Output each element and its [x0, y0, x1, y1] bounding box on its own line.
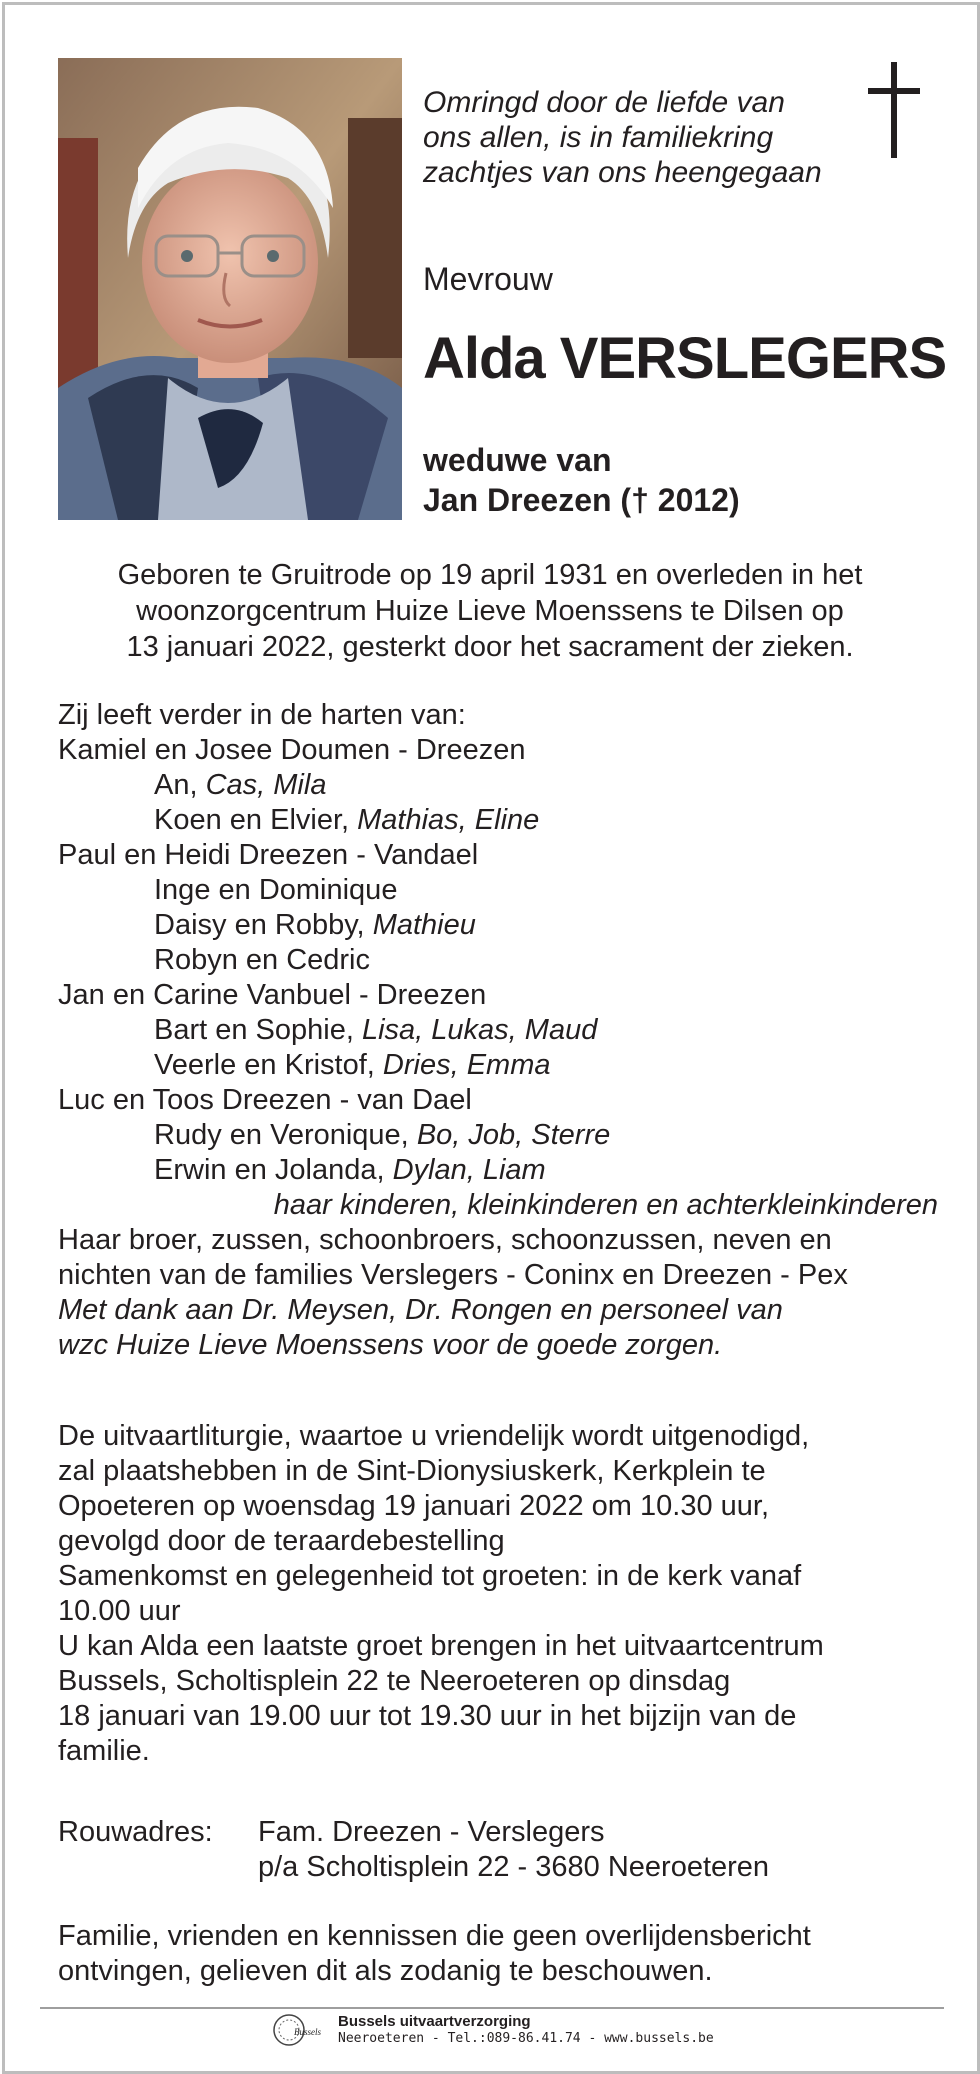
grandchildren-line [58, 943, 938, 978]
grandchildren-line [58, 1048, 938, 1083]
born-line: Geboren te Gruitrode op 19 april 1931 en overleden in het [117, 559, 863, 591]
mourning-address [58, 1815, 938, 1885]
family-intro: Zij leeft verder in de harten van: [58, 699, 466, 731]
family-names: Daisy en Robby, [154, 909, 373, 941]
grandchildren-names: Dylan, Liam [392, 1154, 546, 1186]
closing-line: Familie, vrienden en kennissen die geen overlijdensbericht [58, 1920, 811, 1952]
intro-line: ons allen, is in familiekring [423, 121, 774, 154]
funeral-line: De uitvaartliturgie, waartoe u vriendelijk wordt uitgenodigd, [58, 1420, 810, 1452]
siblings-line: Haar broer, zussen, schoonbroers, schoonzussen, neven en [58, 1224, 832, 1256]
widow-line: weduwe van [423, 442, 612, 478]
family-names: Luc en Toos Dreezen - van Dael [58, 1084, 472, 1116]
grandchildren-names: Cas, Mila [205, 769, 327, 801]
family-names: Bart en Sophie, [154, 1014, 362, 1046]
family-names: Rudy en Veronique, [154, 1119, 417, 1151]
grandchildren-line [58, 1153, 938, 1188]
honorific: Mevrouw [423, 261, 553, 297]
portrait-photo [58, 58, 402, 520]
family-names: Jan en Carine Vanbuel - Dreezen [58, 979, 487, 1011]
grandchildren-names: Lisa, Lukas, Maud [361, 1014, 598, 1046]
funeral-line: Opoeteren op woensdag 19 januari 2022 om 10.30 uur, [58, 1490, 770, 1522]
child-family-line [58, 978, 938, 1013]
grandchildren-names: Mathieu [372, 909, 476, 941]
cross-icon [868, 62, 920, 158]
address-line: Fam. Dreezen - Verslegers [258, 1816, 605, 1848]
family-summary [58, 1188, 938, 1223]
funeral-line: 10.00 uur [58, 1595, 181, 1627]
address-label: Rouwadres: [58, 1816, 213, 1848]
widow-line: Jan Dreezen († 2012) [423, 482, 740, 518]
child-family-line [58, 838, 938, 873]
funeral-line: 18 januari van 19.00 uur tot 19.30 uur in het bijzijn van de [58, 1700, 797, 1732]
intro-line: Omringd door de liefde van [423, 86, 785, 119]
thanks-line [58, 1293, 938, 1328]
family-names: Erwin en Jolanda, [154, 1154, 393, 1186]
funeral-line: Bussels, Scholtisplein 22 te Neeroeteren op dinsdag [58, 1665, 731, 1697]
family-names: Robyn en Cedric [154, 944, 370, 976]
child-family-line [58, 1083, 938, 1118]
grandchildren-line [58, 768, 938, 803]
funeral-line: zal plaatshebben in de Sint-Dionysiuskerk, Kerkplein te [58, 1455, 766, 1487]
closing-note [58, 1919, 938, 1989]
intro-text [423, 85, 822, 190]
family-names: Inge en Dominique [154, 874, 398, 906]
birth-death-paragraph [58, 557, 922, 665]
deceased-name: Alda VERSLEGERS [423, 326, 947, 391]
family-names: Paul en Heidi Dreezen - Vandael [58, 839, 479, 871]
footer [272, 2011, 752, 2051]
grandchildren-line [58, 873, 938, 908]
closing-line: ontvingen, gelieven dit als zodanig te beschouwen. [58, 1955, 713, 1987]
grandchildren-names: Bo, Job, Sterre [416, 1119, 611, 1151]
funeral-line: Samenkomst en gelegenheid tot groeten: in de kerk vanaf [58, 1560, 802, 1592]
family-names: An, [154, 769, 206, 801]
child-family-line [58, 733, 938, 768]
funeral-line: U kan Alda een laatste groet brengen in het uitvaartcentrum [58, 1630, 824, 1662]
widow-of [423, 440, 740, 520]
intro-line: zachtjes van ons heengegaan [423, 156, 822, 189]
siblings-line: nichten van de families Verslegers - Coninx en Dreezen - Pex [58, 1259, 848, 1291]
thanks-line [58, 1328, 938, 1363]
family-section [58, 698, 938, 1363]
family-summary-text: haar kinderen, kleinkinderen en achterkleinkinderen [273, 1189, 938, 1221]
thanks-text: Met dank aan Dr. Meysen, Dr. Rongen en personeel van [58, 1294, 783, 1326]
funeral-company-name: Bussels uitvaartverzorging [338, 2013, 531, 2030]
funeral-company-contact: Neeroeteren - Tel.:089-86.41.74 - www.bussels.be [338, 2031, 714, 2046]
grandchildren-names: Mathias, Eline [357, 804, 540, 836]
grandchildren-line [58, 1118, 938, 1153]
grandchildren-line [58, 908, 938, 943]
bussels-logo [272, 2011, 332, 2049]
funeral-section [58, 1419, 938, 1769]
funeral-line: familie. [58, 1735, 150, 1767]
family-names: Kamiel en Josee Doumen - Dreezen [58, 734, 526, 766]
thanks-text: wzc Huize Lieve Moenssens voor de goede zorgen. [58, 1329, 723, 1361]
footer-divider [40, 2007, 944, 2009]
grandchildren-names: Dries, Emma [382, 1049, 551, 1081]
grandchildren-line [58, 803, 938, 838]
funeral-line: gevolgd door de teraardebestelling [58, 1525, 505, 1557]
born-line: woonzorgcentrum Huize Lieve Moenssens te Dilsen op [136, 595, 844, 627]
logo-text: Bussels [294, 2027, 321, 2037]
address-line: p/a Scholtisplein 22 - 3680 Neeroeteren [258, 1851, 770, 1883]
grandchildren-line [58, 1013, 938, 1048]
family-names: Veerle en Kristof, [154, 1049, 383, 1081]
born-line: 13 januari 2022, gesterkt door het sacrament der zieken. [126, 631, 854, 663]
family-names: Koen en Elvier, [154, 804, 358, 836]
family-list [58, 733, 938, 1188]
